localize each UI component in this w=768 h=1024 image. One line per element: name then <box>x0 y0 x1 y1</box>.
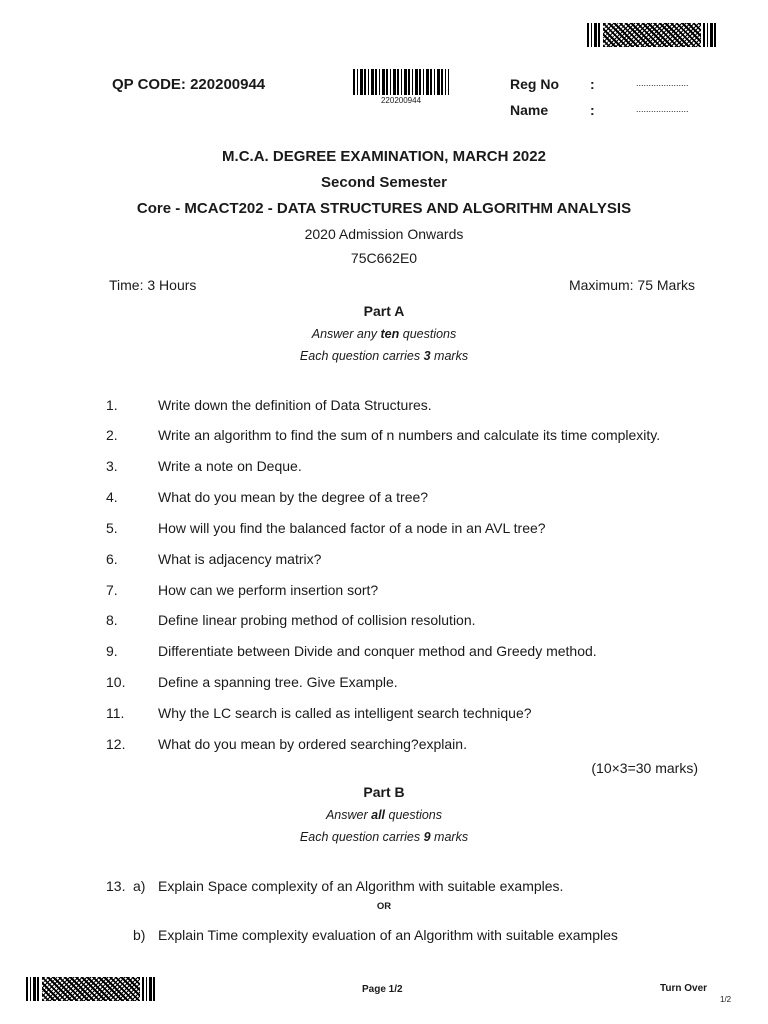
question-number: 3. <box>106 458 118 474</box>
question-text: How can we perform insertion sort? <box>158 582 379 598</box>
question-number: 9. <box>106 643 118 659</box>
reg-no-label: Reg No <box>510 76 559 92</box>
instr-suffix: questions <box>399 327 457 341</box>
semester: Second Semester <box>321 174 447 191</box>
page-number-small: 1/2 <box>720 995 732 1004</box>
course-title: Core - MCACT202 - DATA STRUCTURES AND ALGORITHM ANALYSIS <box>136 200 632 217</box>
name-colon: : <box>590 102 595 118</box>
top-right-barcode <box>587 23 717 47</box>
instr-bold: ten <box>380 327 400 341</box>
paper-code: 75C662E0 <box>350 250 418 266</box>
question-text: Define a spanning tree. Give Example. <box>158 674 398 690</box>
part-b-carry <box>0 830 768 844</box>
question-number: 11. <box>106 705 125 721</box>
max-marks: Maximum: 75 Marks <box>568 277 695 293</box>
part-b-heading: Part B <box>363 784 405 800</box>
carry-prefix: Each question carries <box>299 830 424 844</box>
question-text: Differentiate between Divide and conquer method and Greedy method. <box>158 643 597 659</box>
instr-prefix: Answer <box>325 808 372 822</box>
question-number: 2. <box>106 427 118 443</box>
q13-b-text: Explain Time complexity evaluation of an Algorithm with suitable examples <box>158 927 618 943</box>
question-text: How will you find the balanced factor of a node in an AVL tree? <box>158 520 546 536</box>
carry-bold: 3 <box>423 349 431 363</box>
name-field: ..................... <box>636 104 689 114</box>
question-text: Write a note on Deque. <box>158 458 302 474</box>
time: Time: 3 Hours <box>109 277 197 293</box>
question-number: 4. <box>106 489 118 505</box>
part-b-instruction <box>0 808 768 822</box>
page-number: Page 1/2 <box>362 984 403 995</box>
question-number: 5. <box>106 520 118 536</box>
carry-suffix: marks <box>430 349 469 363</box>
question-number: 1. <box>106 397 118 413</box>
q13-b-label: b) <box>133 927 146 943</box>
question-text: What do you mean by ordered searching?explain. <box>158 736 467 752</box>
barcode-number: 220200944 <box>380 96 422 105</box>
instr-suffix: questions <box>385 808 443 822</box>
carry-bold: 9 <box>423 830 431 844</box>
turn-over: Turn Over <box>660 983 708 994</box>
part-a-instruction <box>0 327 768 341</box>
q13-a-text: Explain Space complexity of an Algorithm with suitable examples. <box>158 878 564 894</box>
reg-no-field: ..................... <box>636 78 689 88</box>
question-number: 10. <box>106 674 126 690</box>
q13-a-label: a) <box>133 878 146 894</box>
footer-barcode <box>26 977 156 1001</box>
name-label: Name <box>510 102 549 118</box>
part-a-heading: Part A <box>363 303 405 319</box>
question-text: Why the LC search is called as intelligent search technique? <box>158 705 532 721</box>
carry-prefix: Each question carries <box>299 349 424 363</box>
question-text: What do you mean by the degree of a tree? <box>158 489 429 505</box>
question-text: Write down the definition of Data Structures. <box>158 397 432 413</box>
question-number: 12. <box>106 736 126 752</box>
admission: 2020 Admission Onwards <box>304 226 464 242</box>
part-a-marks-summary: (10×3=30 marks) <box>591 760 698 776</box>
instr-prefix: Answer any <box>311 327 381 341</box>
question-text: What is adjacency matrix? <box>158 551 322 567</box>
qp-barcode <box>353 69 449 95</box>
exam-title: M.C.A. DEGREE EXAMINATION, MARCH 2022 <box>222 148 546 165</box>
question-number: 7. <box>106 582 118 598</box>
reg-no-colon: : <box>590 76 595 92</box>
question-number: 6. <box>106 551 118 567</box>
instr-bold: all <box>371 808 386 822</box>
carry-suffix: marks <box>430 830 469 844</box>
qp-code: QP CODE: 220200944 <box>112 76 266 93</box>
q13-or: OR <box>376 901 392 912</box>
part-a-carry <box>0 349 768 363</box>
q13-number: 13. <box>106 878 126 894</box>
question-number: 8. <box>106 612 118 628</box>
question-text: Write an algorithm to find the sum of n numbers and calculate its time complexity. <box>158 427 661 443</box>
question-text: Define linear probing method of collision resolution. <box>158 612 476 628</box>
